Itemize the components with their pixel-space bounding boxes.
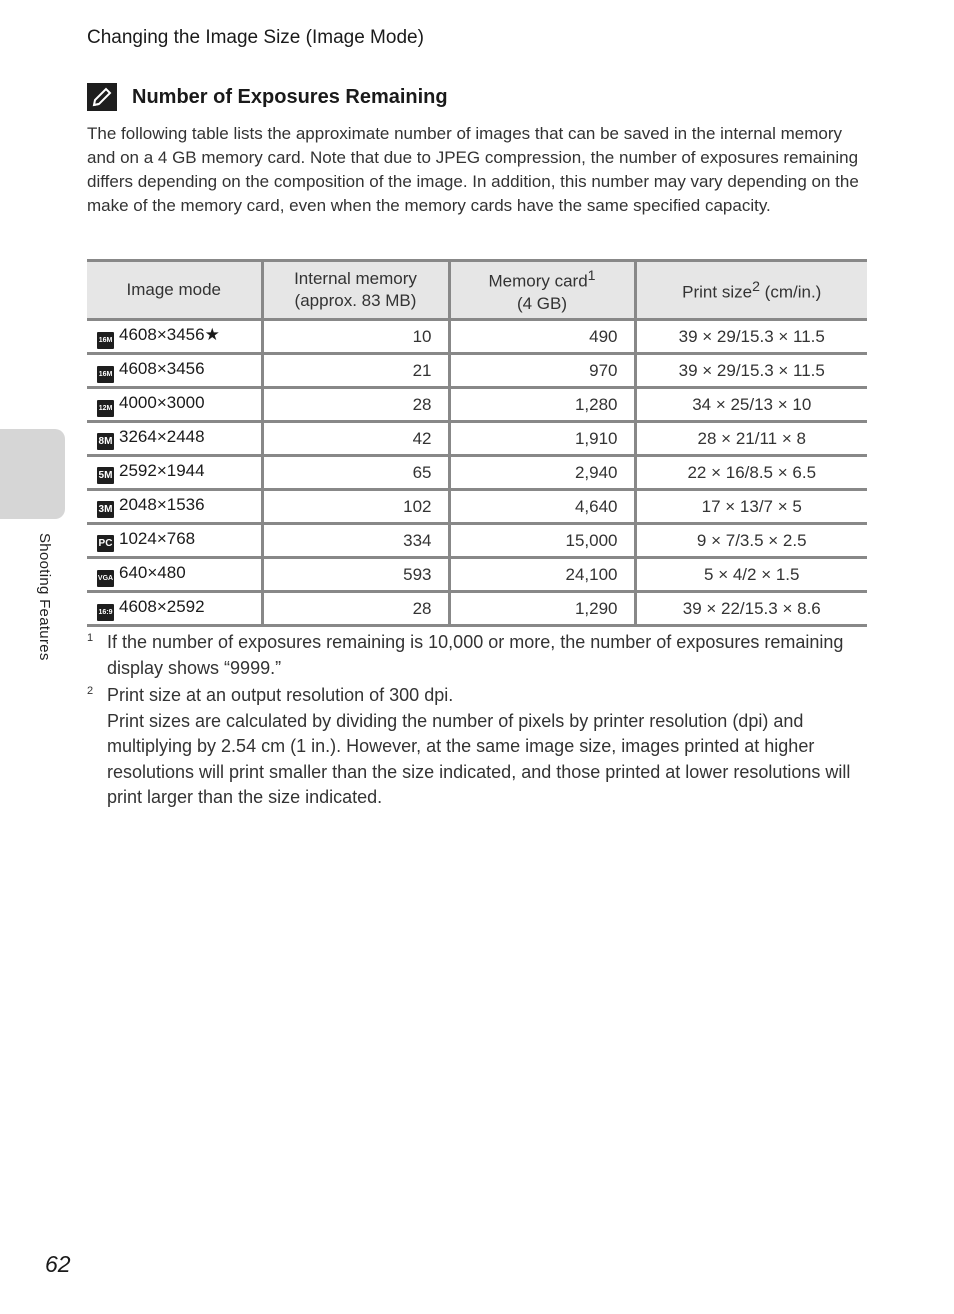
- internal-memory-cell: 28: [262, 592, 449, 626]
- internal-memory-cell: 10: [262, 320, 449, 354]
- image-mode-icon: VGA: [97, 570, 114, 587]
- table-row: [87, 422, 867, 456]
- image-mode-icon: 16:9: [97, 604, 114, 621]
- image-mode-label: 4608×3456★: [119, 324, 220, 344]
- header-internal-line1: Internal memory: [294, 269, 417, 288]
- image-mode-cell: [87, 354, 262, 388]
- internal-memory-cell: 42: [262, 422, 449, 456]
- header-image-mode: Image mode: [87, 261, 262, 320]
- memory-card-cell: 1,910: [449, 422, 635, 456]
- image-mode-icon: 8M: [97, 433, 114, 450]
- footnote-2-text: Print size at an output resolution of 300 dpi.: [107, 685, 454, 705]
- header-memory-card: [449, 261, 635, 320]
- header-card-line1: Memory card: [488, 271, 588, 291]
- image-mode-icon: 16M: [97, 332, 114, 349]
- footnote-1: [87, 630, 877, 681]
- exposures-table: [87, 259, 867, 627]
- image-mode-label: 640×480: [119, 562, 186, 582]
- table-row: [87, 592, 867, 626]
- print-size-cell: 17 × 13/7 × 5: [635, 490, 867, 524]
- header-card-line2: (4 GB): [516, 293, 568, 313]
- image-mode-label: 4608×3456: [119, 358, 205, 378]
- print-size-cell: 9 × 7/3.5 × 2.5: [635, 524, 867, 558]
- image-mode-cell: [87, 422, 262, 456]
- table-row: [87, 388, 867, 422]
- image-mode-label: 2592×1944: [119, 461, 205, 480]
- image-mode-cell: [87, 558, 262, 592]
- header-print-footnote-ref: 2: [752, 279, 760, 296]
- memory-card-cell: 15,000: [449, 524, 635, 558]
- image-mode-icon: 12M: [97, 400, 114, 417]
- footnote-1-number: 1: [87, 632, 94, 644]
- side-tab-label: Shooting Features: [36, 533, 53, 661]
- footnote-2-number: 2: [87, 685, 94, 697]
- print-size-cell: 28 × 21/11 × 8: [635, 422, 867, 456]
- image-mode-cell: [87, 456, 262, 490]
- internal-memory-cell: 102: [262, 490, 449, 524]
- print-size-cell: 39 × 22/15.3 × 8.6: [635, 592, 867, 626]
- memory-card-cell: 4,640: [449, 490, 635, 524]
- section-title: Number of Exposures Remaining: [132, 86, 448, 108]
- image-mode-icon: 16M: [97, 366, 114, 383]
- header-card-footnote-ref: 1: [587, 268, 596, 285]
- internal-memory-cell: 593: [262, 558, 449, 592]
- image-mode-icon: 3M: [97, 501, 114, 518]
- image-mode-cell: [87, 592, 262, 626]
- internal-memory-cell: 21: [262, 354, 449, 388]
- memory-card-cell: 1,290: [449, 592, 635, 626]
- header-print-units: (cm/in.): [759, 282, 822, 302]
- header-internal-line2: (approx. 83 MB): [294, 291, 417, 310]
- image-mode-label: 2048×1536: [119, 495, 205, 514]
- image-mode-label: 3264×2448: [119, 427, 205, 446]
- image-mode-cell: [87, 490, 262, 524]
- header-print-size: [635, 261, 867, 320]
- table-row: [87, 524, 867, 558]
- side-tab: [0, 429, 65, 519]
- table-row: [87, 354, 867, 388]
- table-row: [87, 558, 867, 592]
- image-mode-label: 1024×768: [119, 529, 196, 548]
- footnotes: [87, 630, 877, 813]
- table-row: [87, 320, 867, 354]
- header-print-label: Print size: [682, 282, 753, 302]
- footnote-2-text-continued: Print sizes are calculated by dividing the number of pixels by printer resolution (dpi) and multiplying by 2.54 cm (1 in.). However, at the same image size, images printed at higher resolutions will print smaller than the size indicated, and those printed at lower resolutions will print larger than the size indicated.: [107, 710, 851, 807]
- image-mode-label: 4608×2592: [119, 596, 205, 616]
- image-mode-cell: [87, 320, 262, 354]
- note-pencil-icon: [87, 83, 117, 111]
- intro-paragraph: The following table lists the approximate number of images that can be saved in the internal memory and on a 4 GB memory card. Note that due to JPEG compression, the number of exposures remaining differs depending on the composition of the image. In addition, this number may vary depending on the make of the memory card, even when the memory cards have the same specified capacity.: [87, 124, 859, 215]
- image-mode-cell: [87, 524, 262, 558]
- memory-card-cell: 24,100: [449, 558, 635, 592]
- image-mode-icon: 5M: [97, 467, 114, 484]
- print-size-cell: 22 × 16/8.5 × 6.5: [635, 456, 867, 490]
- header-internal-memory: [262, 261, 449, 320]
- image-mode-label: 4000×3000: [119, 392, 205, 412]
- table-row: [87, 490, 867, 524]
- memory-card-cell: 2,940: [449, 456, 635, 490]
- internal-memory-cell: 28: [262, 388, 449, 422]
- internal-memory-cell: 334: [262, 524, 449, 558]
- image-mode-icon: PC: [97, 535, 114, 552]
- print-size-cell: 5 × 4/2 × 1.5: [635, 558, 867, 592]
- memory-card-cell: 1,280: [449, 388, 635, 422]
- print-size-cell: 39 × 29/15.3 × 11.5: [635, 320, 867, 354]
- memory-card-cell: 970: [449, 354, 635, 388]
- print-size-cell: 34 × 25/13 × 10: [635, 388, 867, 422]
- table-header-row: [87, 261, 867, 320]
- internal-memory-cell: 65: [262, 456, 449, 490]
- memory-card-cell: 490: [449, 320, 635, 354]
- table-row: [87, 456, 867, 490]
- footnote-1-text: If the number of exposures remaining is 10,000 or more, the number of exposures remaining display shows “9999.”: [107, 632, 844, 678]
- footnote-2: [87, 683, 877, 811]
- print-size-cell: 39 × 29/15.3 × 11.5: [635, 354, 867, 388]
- page-number: 62: [45, 1251, 71, 1277]
- image-mode-cell: [87, 388, 262, 422]
- page-header-title: Changing the Image Size (Image Mode): [87, 27, 424, 48]
